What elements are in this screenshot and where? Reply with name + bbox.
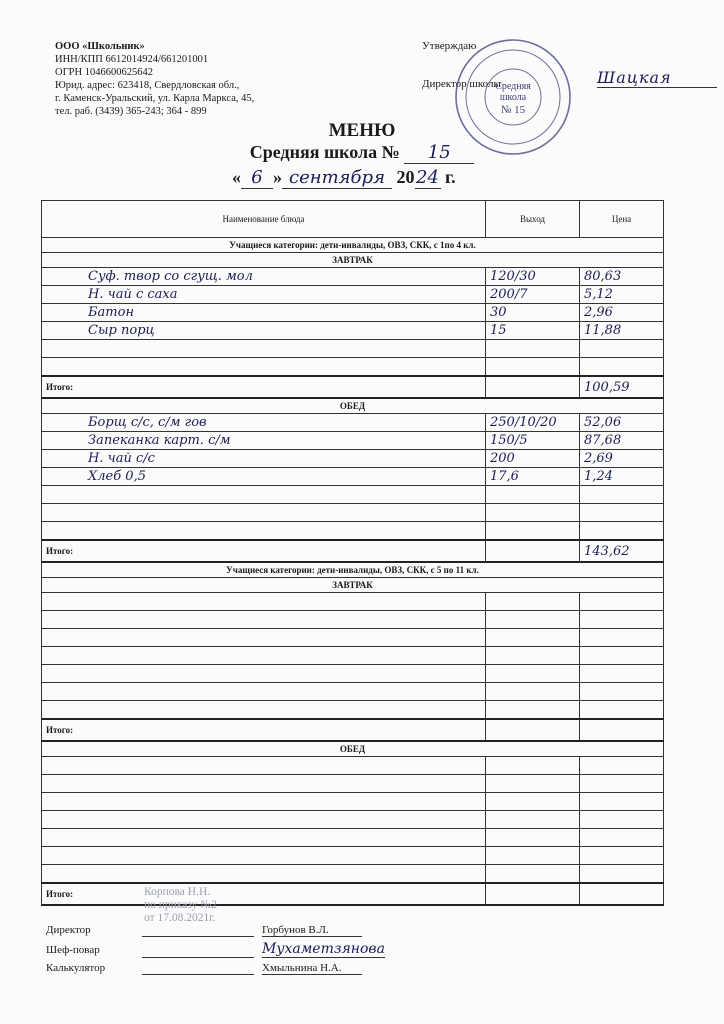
dish-price bbox=[580, 340, 664, 358]
total-row bbox=[42, 883, 664, 905]
dish-price bbox=[580, 775, 664, 793]
date-open-quote: « bbox=[232, 167, 241, 187]
dish-name bbox=[42, 486, 486, 504]
dish-name: Н. чай с/с bbox=[42, 450, 486, 468]
dish-name bbox=[42, 665, 486, 683]
dish-price: 11,88 bbox=[580, 322, 664, 340]
dish-price bbox=[580, 865, 664, 884]
substitute-stamp bbox=[144, 886, 217, 925]
table-row bbox=[42, 593, 664, 611]
table-row bbox=[42, 847, 664, 865]
menu-table bbox=[41, 200, 664, 906]
table-row bbox=[42, 775, 664, 793]
section-2-breakfast-cell: ЗАВТРАК bbox=[42, 578, 664, 593]
dish-output bbox=[486, 629, 580, 647]
director-title: Директор школы bbox=[422, 78, 501, 90]
chef-label: Шеф-повар bbox=[46, 944, 100, 956]
table-row bbox=[42, 683, 664, 701]
dish-price bbox=[580, 593, 664, 611]
dish-price: 5,12 bbox=[580, 286, 664, 304]
total-label: Итого: bbox=[42, 719, 486, 741]
dish-name: Н. чай с саха bbox=[42, 286, 486, 304]
dish-output bbox=[486, 757, 580, 775]
table-row bbox=[42, 432, 664, 450]
dish-price bbox=[580, 847, 664, 865]
dish-name: Суф. твор со сгущ. мол bbox=[42, 268, 486, 286]
table-row bbox=[42, 268, 664, 286]
org-address-line-1: Юрид. адрес: 623418, Свердловская обл., bbox=[55, 80, 240, 91]
dish-name bbox=[42, 793, 486, 811]
year-end: г. bbox=[445, 167, 456, 187]
dish-price bbox=[580, 504, 664, 522]
dish-name bbox=[42, 629, 486, 647]
table-row bbox=[42, 865, 664, 884]
dish-price bbox=[580, 647, 664, 665]
dish-price: 2,69 bbox=[580, 450, 664, 468]
org-inn: ИНН/КПП 6612014924/661201001 bbox=[55, 54, 209, 65]
table-row bbox=[42, 793, 664, 811]
dish-output bbox=[486, 829, 580, 847]
calculator-sign-row bbox=[46, 960, 362, 975]
org-address-line-2: г. Каменск-Уральский, ул. Карла Маркса, 45, bbox=[55, 93, 255, 104]
total-row bbox=[42, 719, 664, 741]
calculator-name: Хмыльнина Н.А. bbox=[262, 962, 362, 975]
calculator-label: Калькулятор bbox=[46, 962, 106, 974]
dish-output bbox=[486, 793, 580, 811]
total-price: 143,62 bbox=[580, 540, 664, 562]
dish-price bbox=[580, 811, 664, 829]
dish-price: 52,06 bbox=[580, 414, 664, 432]
dish-output bbox=[486, 504, 580, 522]
dish-price bbox=[580, 683, 664, 701]
calculator-sign-field bbox=[142, 960, 254, 975]
total-price: 100,59 bbox=[580, 376, 664, 398]
substitute-date: от 17.08.2021г. bbox=[144, 912, 216, 924]
total-output bbox=[486, 883, 580, 905]
dish-output bbox=[486, 775, 580, 793]
dish-name: Борщ с/с, с/м гов bbox=[42, 414, 486, 432]
section-1-lunch bbox=[42, 398, 664, 414]
dish-price bbox=[580, 701, 664, 720]
dish-price bbox=[580, 829, 664, 847]
dish-output bbox=[486, 847, 580, 865]
dish-price bbox=[580, 486, 664, 504]
dish-name bbox=[42, 504, 486, 522]
year-suffix: 24 bbox=[416, 167, 439, 188]
dish-output bbox=[486, 665, 580, 683]
dish-name bbox=[42, 847, 486, 865]
dish-price bbox=[580, 629, 664, 647]
total-price bbox=[580, 719, 664, 741]
table-row bbox=[42, 414, 664, 432]
dish-price bbox=[580, 793, 664, 811]
date-close-quote: » bbox=[273, 167, 282, 187]
dish-price bbox=[580, 611, 664, 629]
dish-output: 200/7 bbox=[486, 286, 580, 304]
dish-output bbox=[486, 593, 580, 611]
dish-output: 200 bbox=[486, 450, 580, 468]
section-2-breakfast bbox=[42, 578, 664, 593]
dish-name bbox=[42, 683, 486, 701]
table-row bbox=[42, 304, 664, 322]
substitute-name: Корпова Н.Н. bbox=[144, 886, 211, 898]
dish-output: 150/5 bbox=[486, 432, 580, 450]
dish-name: Батон bbox=[42, 304, 486, 322]
page-title: МЕНЮ bbox=[328, 120, 396, 141]
svg-text:№ 15: № 15 bbox=[500, 104, 526, 116]
chef-name: Мухаметзянова bbox=[262, 941, 385, 957]
section-2-lunch bbox=[42, 741, 664, 757]
col-name-header: Наименование блюда bbox=[42, 201, 486, 238]
date-month: сентября bbox=[282, 167, 392, 189]
dish-output bbox=[486, 647, 580, 665]
table-header-row bbox=[42, 201, 664, 238]
dish-output bbox=[486, 611, 580, 629]
org-name: ООО «Школьник» bbox=[55, 41, 145, 52]
svg-text:школа: школа bbox=[499, 92, 527, 103]
dish-price bbox=[580, 757, 664, 775]
dish-name bbox=[42, 522, 486, 541]
dish-output bbox=[486, 358, 580, 377]
section-2-title bbox=[42, 562, 664, 578]
dish-name bbox=[42, 775, 486, 793]
dish-output bbox=[486, 701, 580, 720]
total-label: Итого: bbox=[42, 376, 486, 398]
org-ogrn: ОГРН 1046600625642 bbox=[55, 67, 153, 78]
table-row bbox=[42, 665, 664, 683]
dish-name bbox=[42, 647, 486, 665]
dish-output bbox=[486, 486, 580, 504]
table-row bbox=[42, 504, 664, 522]
dish-name bbox=[42, 593, 486, 611]
dish-name bbox=[42, 865, 486, 884]
dish-price: 1,24 bbox=[580, 468, 664, 486]
table-row bbox=[42, 522, 664, 541]
dish-price: 80,63 bbox=[580, 268, 664, 286]
dish-output bbox=[486, 683, 580, 701]
table-row bbox=[42, 322, 664, 340]
dish-output: 15 bbox=[486, 322, 580, 340]
org-phone: тел. раб. (3439) 365-243; 364 - 899 bbox=[55, 106, 207, 117]
dish-name: Сыр порц bbox=[42, 322, 486, 340]
dish-name bbox=[42, 829, 486, 847]
director-sign-field bbox=[142, 922, 254, 937]
table-row bbox=[42, 811, 664, 829]
dish-output bbox=[486, 865, 580, 884]
total-label: Итого: bbox=[42, 883, 486, 905]
approve-label: Утверждаю bbox=[422, 40, 477, 52]
section-1-breakfast-cell: ЗАВТРАК bbox=[42, 253, 664, 268]
section-1-breakfast bbox=[42, 253, 664, 268]
organization-block bbox=[55, 40, 254, 118]
dish-price: 87,68 bbox=[580, 432, 664, 450]
table-row bbox=[42, 701, 664, 720]
col-output-header: Выход bbox=[486, 201, 580, 238]
table-row bbox=[42, 611, 664, 629]
total-row bbox=[42, 376, 664, 398]
table-row bbox=[42, 486, 664, 504]
dish-output bbox=[486, 340, 580, 358]
dish-price bbox=[580, 665, 664, 683]
school-line bbox=[0, 142, 724, 164]
dish-name: Хлеб 0,5 bbox=[42, 468, 486, 486]
dish-name bbox=[42, 811, 486, 829]
section-2-title-cell: Учащиеся категории: дети-инвалиды, ОВЗ, СКК, с 5 по 11 кл. bbox=[42, 562, 664, 578]
col-price-header: Цена bbox=[580, 201, 664, 238]
total-output bbox=[486, 540, 580, 562]
table-row bbox=[42, 629, 664, 647]
dish-price: 2,96 bbox=[580, 304, 664, 322]
school-number: 15 bbox=[404, 142, 474, 164]
dish-price bbox=[580, 522, 664, 541]
section-1-title bbox=[42, 238, 664, 253]
table-row bbox=[42, 468, 664, 486]
table-row bbox=[42, 829, 664, 847]
dish-name bbox=[42, 757, 486, 775]
dish-price bbox=[580, 358, 664, 377]
table-row bbox=[42, 286, 664, 304]
total-output bbox=[486, 376, 580, 398]
section-2-lunch-cell: ОБЕД bbox=[42, 741, 664, 757]
dish-name: Запеканка карт. с/м bbox=[42, 432, 486, 450]
date-day: 6 bbox=[241, 167, 273, 189]
substitute-order: по приказу №2 bbox=[144, 899, 218, 911]
dish-output bbox=[486, 811, 580, 829]
dish-output: 250/10/20 bbox=[486, 414, 580, 432]
school-prefix: Средняя школа № bbox=[249, 142, 400, 162]
director-name: Горбунов В.Л. bbox=[262, 924, 362, 937]
table-row bbox=[42, 340, 664, 358]
chef-sign-field bbox=[142, 943, 254, 958]
dish-output: 17,6 bbox=[486, 468, 580, 486]
total-output bbox=[486, 719, 580, 741]
section-1-lunch-cell: ОБЕД bbox=[42, 398, 664, 414]
dish-output bbox=[486, 522, 580, 541]
dish-output: 30 bbox=[486, 304, 580, 322]
dish-name bbox=[42, 358, 486, 377]
total-price bbox=[580, 883, 664, 905]
svg-text:Средняя: Средняя bbox=[495, 81, 531, 92]
table-row bbox=[42, 757, 664, 775]
year-prefix: 20 bbox=[396, 167, 415, 187]
director-signature: Шацкая bbox=[597, 68, 717, 88]
dish-output: 120/30 bbox=[486, 268, 580, 286]
menu-date bbox=[232, 167, 456, 189]
total-label: Итого: bbox=[42, 540, 486, 562]
table-row bbox=[42, 647, 664, 665]
table-row bbox=[42, 450, 664, 468]
total-row bbox=[42, 540, 664, 562]
table-row bbox=[42, 358, 664, 377]
dish-name bbox=[42, 340, 486, 358]
director-sign-row bbox=[46, 922, 362, 937]
dish-name bbox=[42, 611, 486, 629]
section-1-title-cell: Учащиеся категории: дети-инвалиды, ОВЗ, СКК, с 1по 4 кл. bbox=[42, 238, 664, 253]
dish-name bbox=[42, 701, 486, 720]
director-label: Директор bbox=[46, 924, 91, 936]
chef-sign-row bbox=[46, 941, 385, 958]
